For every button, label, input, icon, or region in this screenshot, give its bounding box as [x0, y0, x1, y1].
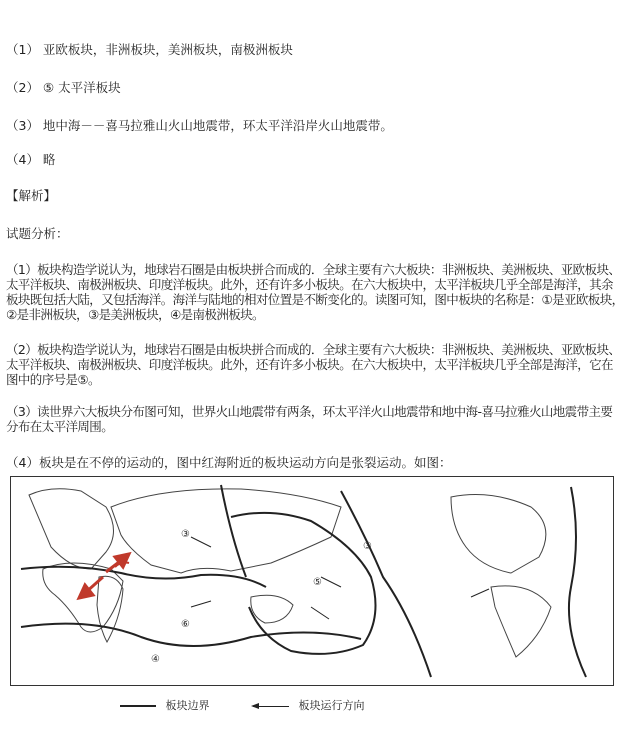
plate-label: ④	[151, 654, 160, 665]
north-america-outline	[29, 489, 114, 569]
analysis-paragraph-2: （2）板块构造学说认为，地球岩石圈是由板块拼合而成的．全球主要有六大板块：非洲板块、美洲板块、亚欧板块、太平洋板块、南极洲板块、印度洋板块。此外，还有许多小板块。在六大板块中，太平洋板块几乎全部是海洋，它在图中的序号是⑤。	[6, 342, 621, 387]
analysis-intro: 试题分析：	[6, 226, 69, 241]
boundary-eurasia-north	[221, 485, 246, 577]
boundary-legend-line	[120, 705, 156, 707]
plate-label: ③	[181, 529, 190, 540]
answer-1: （1） 亚欧板块，非洲板块，美洲板块，南极洲板块	[6, 42, 293, 57]
legend-direction-label: 板块运行方向	[298, 699, 365, 712]
answer-3: （3） 地中海－－喜马拉雅山火山地震带，环太平洋沿岸火山地震带。	[6, 118, 393, 133]
movement-arrow	[311, 607, 329, 619]
plate-label: ⑥	[181, 619, 190, 630]
plate-map	[10, 476, 614, 686]
boundary-eurasia-south	[21, 567, 266, 587]
australia-outline	[251, 595, 293, 623]
movement-arrow	[471, 589, 489, 597]
legend-boundary-label: 板块边界	[165, 699, 210, 712]
direction-legend-arrow-icon	[253, 706, 289, 707]
answer-2: （2） ⑤ 太平洋板块	[6, 80, 121, 95]
movement-arrow	[191, 601, 211, 607]
analysis-heading: 【解析】	[6, 188, 57, 203]
map-legend	[120, 700, 365, 712]
plate-map-drawing	[11, 477, 612, 684]
eurasia-outline	[111, 489, 341, 573]
analysis-paragraph-3: （3）读世界六大板块分布图可知，世界火山地震带有两条，环太平洋火山地震带和地中海-喜马拉雅火山地震带主要分布在太平洋周围。	[6, 404, 613, 434]
answer-4: （4） 略	[6, 152, 56, 167]
analysis-paragraph-1: （1）板块构造学说认为，地球岩石圈是由板块拼合而成的．全球主要有六大板块：非洲板块、美洲板块、亚欧板块、太平洋板块、南极洲板块、印度洋板块。此外，还有许多小板块。在六大板块中，太平洋板块几乎全部是海洋，其余板块既包括大陆，又包括海洋。海洋与陆地的相对位置是不断变化的。读图可知，图中板块的名称是：①是亚欧板块，②是非洲板块，③是美洲板块，④是南极洲板块。	[6, 262, 624, 322]
analysis-paragraph-4: （4）板块是在不停的运动的，图中红海附近的板块运动方向是张裂运动。如图：	[6, 455, 452, 470]
americas-east-outline	[451, 495, 546, 573]
boundary-atlantic-ridge	[569, 487, 586, 677]
movement-arrow	[321, 577, 341, 587]
plate-label: ⑤	[313, 577, 322, 588]
plate-label: ③	[363, 541, 372, 552]
south-america-east-outline	[491, 586, 551, 657]
south-america-outline	[97, 576, 123, 642]
boundary-antarctic-north	[21, 624, 361, 646]
movement-arrow	[191, 537, 211, 547]
